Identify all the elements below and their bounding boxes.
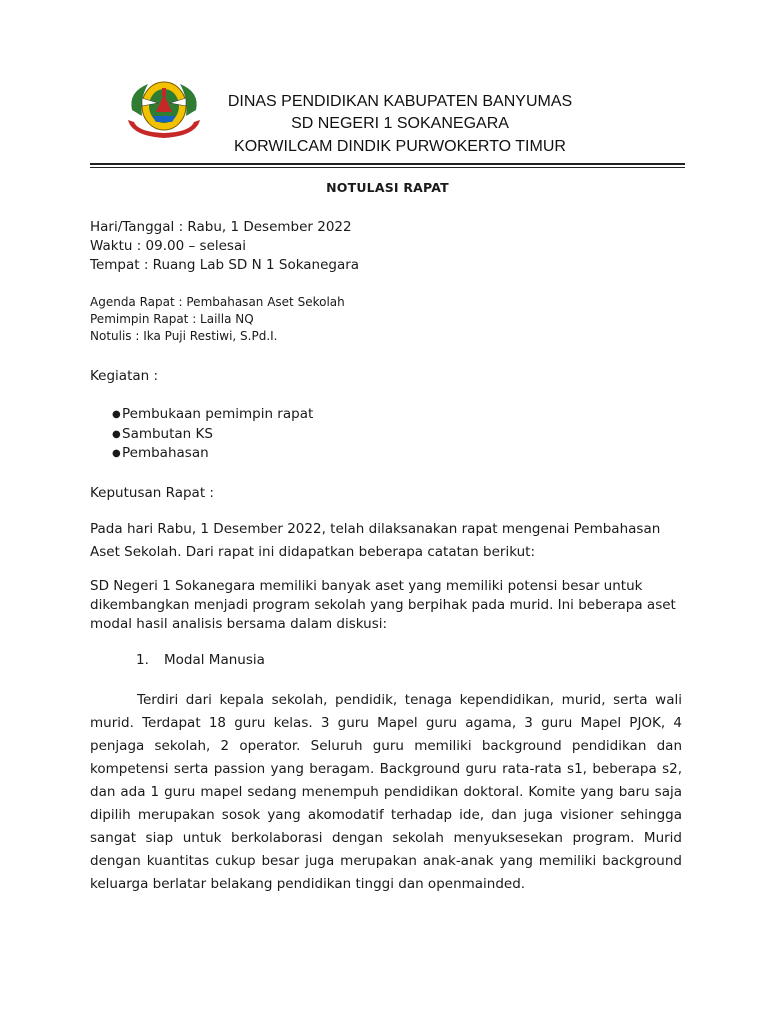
kegiatan-list bbox=[112, 405, 313, 464]
point-1-title: Modal Manusia bbox=[164, 652, 265, 668]
keputusan-paragraph-1: Pada hari Rabu, 1 Desember 2022, telah dilaksanakan rapat mengenai Pembahasan Aset Sekolah. Dari rapat ini didapatkan beberapa catatan berikut: bbox=[90, 521, 661, 560]
header-korwilcam: KORWILCAM DINDIK PURWOKERTO TIMUR bbox=[234, 138, 566, 155]
list-item: ●Pembahasan bbox=[112, 444, 313, 464]
kegiatan-label: Kegiatan : bbox=[90, 368, 159, 384]
meeting-time: Waktu : 09.00 – selesai bbox=[90, 238, 246, 254]
point-1-heading bbox=[136, 652, 265, 668]
header-school-name: SD NEGERI 1 SOKANEGARA bbox=[291, 115, 509, 132]
header-divider-thick bbox=[90, 163, 685, 165]
list-item: ●Pembukaan pemimpin rapat bbox=[112, 405, 313, 425]
point-1-number: 1. bbox=[136, 652, 149, 668]
keputusan-paragraph-2: SD Negeri 1 Sokanegara memiliki banyak aset yang memiliki potensi besar untuk dikembangkan menjadi program sekolah yang berpihak pada murid. Ini beberapa aset modal hasil analisis bersama dalam diskusi: bbox=[90, 578, 676, 632]
header-divider-thin bbox=[90, 167, 685, 168]
meeting-place: Tempat : Ruang Lab SD N 1 Sokanegara bbox=[90, 257, 360, 273]
meeting-notetaker: Notulis : Ika Puji Restiwi, S.Pd.I. bbox=[90, 329, 278, 343]
bullet-icon: ● bbox=[112, 428, 121, 440]
point-1-body: Terdiri dari kepala sekolah, pendidik, tenaga kependidikan, murid, serta wali murid. Terdapat 18 guru kelas. 3 guru Mapel guru agama, 3 guru Mapel PJOK, 4 penjaga sekolah, 2 operator. Seluruh guru memiliki background pendidikan dan kompetensi serta passion yang beragam. Background guru rata-rata s1, beberapa s2, dan ada 1 guru mapel sedang menempuh pendidikan doktoral. Komite yang baru saja dipilih merupakan sosok yang akomodatif terhadap ide, dan juga visioner sehingga sangat siap untuk berkolaborasi dengan sekolah menyuksesekan program. Murid dengan kuantitas cukup besar juga merupakan anak-anak yang memiliki background keluarga berlatar belakang pendidikan tinggi dan openmainded. bbox=[90, 692, 682, 892]
header-agency-name: DINAS PENDIDIKAN KABUPATEN BANYUMAS bbox=[227, 93, 573, 110]
document-title: NOTULASI RAPAT bbox=[326, 180, 449, 195]
meeting-agenda: Agenda Rapat : Pembahasan Aset Sekolah bbox=[90, 295, 345, 309]
meeting-date: Hari/Tanggal : Rabu, 1 Desember 2022 bbox=[90, 219, 352, 235]
meeting-leader: Pemimpin Rapat : Lailla NQ bbox=[90, 312, 254, 326]
bullet-icon: ● bbox=[112, 448, 121, 459]
keputusan-label: Keputusan Rapat : bbox=[90, 485, 214, 501]
list-item: ●Sambutan KS bbox=[112, 425, 313, 445]
bullet-icon: ● bbox=[112, 409, 121, 420]
banyumas-emblem-icon bbox=[122, 76, 206, 142]
